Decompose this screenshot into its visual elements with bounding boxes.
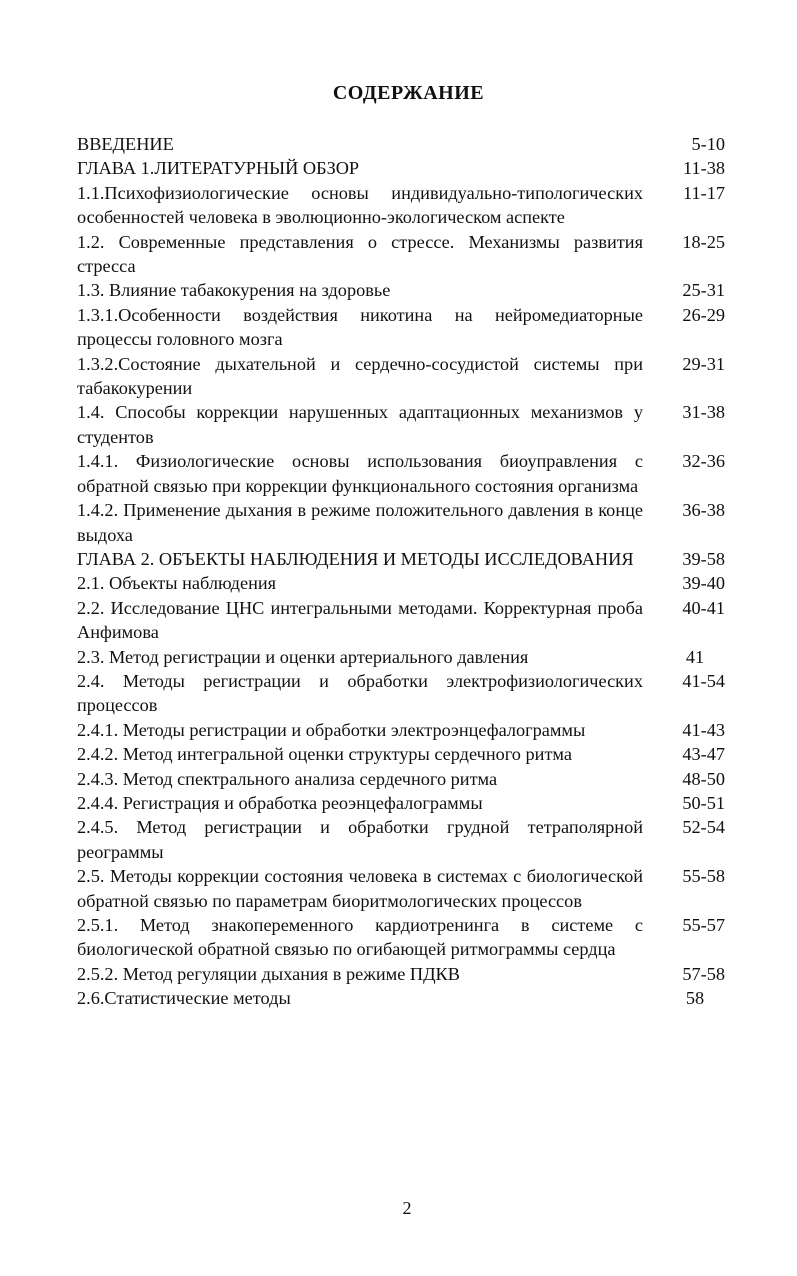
toc-entry — [77, 645, 727, 669]
toc-entry-title: 2.5.1. Метод знакопеременного кардиотренинга в системе с биологической обратной связью по огибающей ритмограммы сердца — [77, 915, 643, 960]
toc-entry-title: 2.2. Исследование ЦНС интегральными методами. Корректурная проба Анфимова — [77, 597, 643, 643]
toc-entry — [77, 278, 727, 302]
toc-entry-title: 2.5.2. Метод регуляции дыхания в режиме ПДКВ — [77, 963, 460, 984]
toc-entry-pages: 41-54 — [682, 670, 725, 691]
toc-entry — [77, 864, 727, 913]
toc-entry — [77, 718, 727, 742]
toc-entry-pages: 39-58 — [682, 548, 725, 569]
table-of-contents — [77, 132, 727, 1011]
toc-entry-title: 2.4.2. Метод интегральной оценки структуры сердечного ритма — [77, 744, 572, 765]
toc-entry-title: 1.2. Современные представления о стрессе. Механизмы развития стресса — [77, 231, 643, 277]
toc-entry-pages: 25-31 — [682, 280, 725, 301]
toc-entry-pages: 48-50 — [682, 768, 725, 789]
toc-entry — [77, 913, 727, 962]
toc-entry — [77, 596, 727, 645]
toc-entry — [77, 547, 727, 571]
toc-entry-title: 2.4.5. Метод регистрации и обработки грудной тетраполярной реограммы — [77, 817, 643, 862]
toc-entry — [77, 669, 727, 718]
toc-entry-title: 2.4.3. Метод спектрального анализа сердечного ритма — [77, 768, 498, 789]
toc-entry — [77, 815, 727, 864]
toc-entry — [77, 132, 727, 156]
toc-entry-pages: 55-58 — [682, 866, 725, 887]
toc-entry-pages: 58 — [685, 988, 705, 1009]
toc-entry-title: 2.4.1. Методы регистрации и обработки электроэнцефалограммы — [77, 719, 586, 740]
toc-entry-pages: 39-40 — [682, 573, 725, 594]
toc-entry — [77, 742, 727, 766]
toc-entry — [77, 498, 727, 547]
toc-entry-pages: 50-51 — [682, 792, 725, 813]
toc-entry — [77, 181, 727, 230]
toc-entry-pages: 5-10 — [691, 134, 725, 154]
toc-entry — [77, 303, 727, 352]
toc-entry — [77, 400, 727, 449]
toc-entry-title: 1.3.2.Состояние дыхательной и сердечно-сосудистой системы при табакокурении — [77, 353, 643, 399]
toc-entry-title: 2.1. Объекты наблюдения — [77, 573, 277, 594]
toc-entry-title: 2.4.4. Регистрация и обработка реоэнцефалограммы — [77, 792, 483, 813]
toc-entry — [77, 791, 727, 815]
toc-entry-title: 2.3. Метод регистрации и оценки артериального давления — [77, 646, 529, 667]
toc-entry-title: ГЛАВА 1.ЛИТЕРАТУРНЫЙ ОБЗОР — [77, 158, 360, 179]
toc-entry-title: 1.4. Способы коррекции нарушенных адаптационных механизмов у студентов — [77, 402, 643, 447]
toc-entry-title: 2.6.Статистические методы — [77, 988, 291, 1009]
toc-entry-pages: 40-41 — [682, 597, 725, 618]
toc-entry — [77, 767, 727, 791]
toc-entry-pages: 55-57 — [682, 915, 725, 935]
toc-entry-pages: 57-58 — [682, 963, 725, 984]
toc-entry-pages: 18-25 — [682, 231, 725, 252]
toc-entry-pages: 43-47 — [682, 744, 725, 765]
toc-entry-title: 1.4.1. Физиологические основы использования биоуправления с обратной связью при коррекции функционального состояния организма — [77, 451, 643, 496]
toc-entry-pages: 11-17 — [683, 182, 725, 203]
toc-entry — [77, 156, 727, 180]
toc-entry-pages: 36-38 — [682, 500, 725, 521]
toc-entry-title: ГЛАВА 2. ОБЪЕКТЫ НАБЛЮДЕНИЯ И МЕТОДЫ ИССЛЕДОВАНИЯ — [77, 548, 634, 569]
toc-entry — [77, 571, 727, 595]
toc-entry — [77, 962, 727, 986]
toc-entry-pages: 26-29 — [682, 304, 725, 325]
toc-entry-title: 1.3.1.Особенности воздействия никотина на нейромедиаторные процессы головного мозга — [77, 304, 643, 350]
page-number: 2 — [402, 1198, 412, 1218]
toc-entry-pages: 32-36 — [682, 451, 725, 472]
toc-entry-pages: 52-54 — [682, 817, 725, 838]
toc-entry — [77, 986, 727, 1010]
toc-entry-pages: 11-38 — [683, 158, 725, 179]
toc-entry-title: 1.1.Психофизиологические основы индивидуально-типологических особенностей человека в эволюционно-экологическом аспекте — [77, 182, 643, 228]
toc-entry-title: 2.4. Методы регистрации и обработки электрофизиологических процессов — [77, 670, 643, 716]
toc-entry-title: 1.3. Влияние табакокурения на здоровье — [77, 280, 391, 301]
toc-entry-pages: 31-38 — [682, 402, 725, 423]
toc-entry-title: 1.4.2. Применение дыхания в режиме положительного давления в конце выдоха — [77, 500, 643, 545]
toc-entry-pages: 41-43 — [682, 719, 725, 740]
toc-entry-pages: 41 — [685, 646, 705, 667]
toc-entry-pages: 29-31 — [682, 353, 725, 374]
toc-entry-title: ВВЕДЕНИЕ — [77, 134, 174, 154]
toc-entry — [77, 230, 727, 279]
toc-entry — [77, 352, 727, 401]
toc-heading: СОДЕРЖАНИЕ — [332, 82, 485, 104]
toc-entry — [77, 449, 727, 498]
toc-entry-title: 2.5. Методы коррекции состояния человека в системах с биологической обратной связью по параметрам биоритмологических процессов — [77, 866, 643, 911]
